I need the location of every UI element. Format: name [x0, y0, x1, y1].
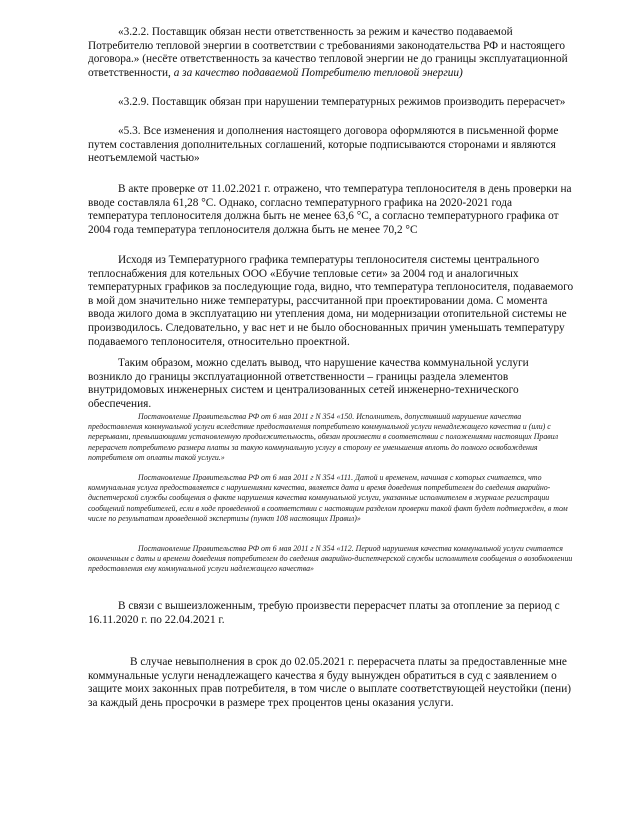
decree-clause-150: Постановление Правительства РФ от 6 мая 2011 г N 354 «150. Исполнитель, допустивший нарушение качества предоставления коммунальной услуги вследствие предоставления потребителю коммунальной услуги ненадлежащего качества и (или) с перерывами, превышающими установленную продолжительность, обязан произвести в соответствии с положениями настоящих Правил перерасчет потребителю размера платы за такую коммунальную услугу в сторону ее уменьшения вплоть до полного освобождения потребителя от оплаты такой услуги.» — [88, 412, 559, 462]
quote-clause-5-3: «5.3. Все изменения и дополнения настоящего договора оформляются в письменной форме путем составления дополнительных соглашений, которые подписываются сторонами и являются неотъемлемой частью» — [88, 125, 559, 165]
court-warning-paragraph: В случае невыполнения в срок до 02.05.2021 г. перерасчета платы за предоставленные мне коммунальные услуги ненадлежащего качества я буду вынужден обратиться в суд с заявлением о защите моих законных прав потребителя, в том числе о выплате соответствующей неустойки (пени) за каждый день просрочки в размере трех процентов цены оказания услуги. — [88, 656, 572, 709]
quote-clause-3-2-2 — [88, 26, 574, 80]
decree-clause-111: Постановление Правительства РФ от 6 мая 2011 г N 354 «111. Датой и временем, начиная с которых считается, что коммунальная услуга предоставляется с нарушениями качества, является дата и время доведения потребителем до сведения аварийно-диспетчерской службы сообщения о факте нарушения качества коммунальной услуги, указанные исполнителем в журнале регистрации сообщений потребителей, если в ходе проведенной в соответствии с настоящим разделом проверки такой факт будет подтвержден, в том числе по результатам проведенной экспертизы (пункт 108 настоящих Правил)» — [88, 473, 568, 523]
act-inspection-paragraph: В акте проверке от 11.02.2021 г. отражено, что температура теплоносителя в день проверки на вводе составляла 61,28 °С. Однако, согласно температурного графика на 2020-2021 года температура теплоносителя должна быть не менее 63,6 °С, а согласно температурного графика от 2004 года температура теплоносителя должна быть не менее 70,2 °С — [88, 183, 572, 236]
quote-clause-3-2-2-italic: а за качество подаваемой Потребителю тепловой энергии) — [173, 66, 463, 79]
quote-clause-3-2-9: «3.2.9. Поставщик обязан при нарушении температурных режимов производить перерасчет» — [118, 96, 566, 108]
recalculation-request-paragraph: В связи с вышеизложенным, требую произвести перерасчет платы за отопление за период с 16.11.2020 г. по 22.04.2021 г. — [88, 600, 560, 626]
decree-clause-112: Постановление Правительства РФ от 6 мая 2011 г N 354 «112. Период нарушения качества коммунальной услуги считается оконченным с даты и времени доведения потребителем до сведения аварийно-диспетчерской службы исполнителя сообщения о возобновлении предоставления ему коммунальной услуги надлежащего качества» — [88, 544, 573, 574]
temperature-graph-paragraph: Исходя из Температурного графика температуры теплоносителя системы центрального теплоснабжения для котельных ООО «Ебучие тепловые сети» за 2004 год и аналогичных температурных графиков за последующие года, видно, что температура теплоносителя, подаваемого в мой дом значительно ниже температуры, рассчитанной при проектировании дома. С момента ввода жилого дома в эксплуатацию ни утепления дома, ни модернизации отопительной системы не производилось. Следовательно, у вас нет и не было обоснованных причин уменьшать температуру подаваемого теплоносителя, относительно проектной. — [88, 254, 574, 348]
quote-clause-3-2-2-text: «3.2.2. Поставщик обязан нести ответственность за режим и качество подаваемой Потребителю тепловой энергии в соответствии с требованиями законодательства РФ и настоящего договора.» (несёте ответственность за качество тепловой энергии не до границы эксплуатационной ответственности, — [88, 26, 568, 79]
conclusion-paragraph: Таким образом, можно сделать вывод, что нарушение качества коммунальной услуги возникло до границы эксплуатационной ответственности – границы раздела элементов внутридомовых инженерных систем и централизованных сетей инженерно-технического обеспечения. — [88, 357, 529, 410]
